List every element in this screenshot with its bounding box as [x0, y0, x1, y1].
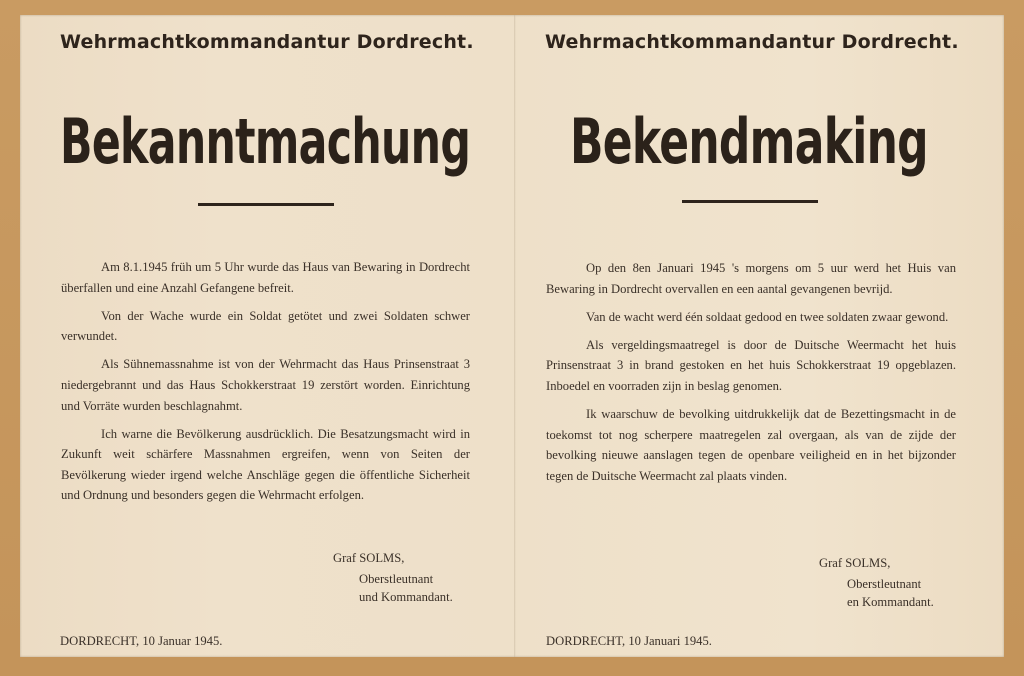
signature-rank-dutch: Oberstleutnant	[847, 577, 922, 591]
title-underline-dutch	[682, 200, 818, 203]
body-german	[61, 257, 470, 514]
paragraph-dutch-4: Ik waarschuw de bevolking uitdrukkelijk dat de Bezettingsmacht in de toekomst tot nog scherpere maatregelen zal overgaan, als van de zijde der bevolking nieuwe aanslagen tegen de openbare veiligheid en in het bijzonder tegen de Duitsche Weermacht zal plaats vinden.	[546, 407, 956, 483]
paragraph-dutch-1: Op den 8en Januari 1945 's morgens om 5 uur werd het Huis van Bewaring in Dordrecht overvallen en een aantal gevangenen bevrijd.	[546, 261, 956, 296]
body-dutch	[546, 258, 956, 494]
paragraph-dutch-2: Van de wacht werd één soldaat gedood en twee soldaten zwaar gewond.	[586, 309, 949, 324]
paragraph-german-2: Von der Wache wurde ein Soldat getötet und zwei Soldaten schwer verwundet.	[61, 308, 470, 344]
dateline-german: DORDRECHT, 10 Januar 1945.	[60, 634, 223, 648]
paragraph-german-1: Am 8.1.1945 früh um 5 Uhr wurde das Haus van Bewaring in Dordrecht überfallen und eine Anzahl Gefangene befreit.	[61, 260, 470, 295]
signature-name-german: Graf SOLMS,	[333, 551, 405, 565]
signature-rank-german: Oberstleutnant	[359, 572, 434, 586]
paragraph-german-4: Ich warne die Bevölkerung ausdrücklich. Die Besatzungsmacht wird in Zukunft weit schärfere Massnahmen ergreifen, wenn von Seiten der Bevölkerung wieder irgend welche Anschläge gegen die öffentliche Sicherheit und Ordnung und besonders gegen die Wehrmacht erfolgen.	[61, 426, 470, 503]
signature-role-german: und Kommandant.	[359, 590, 453, 604]
title-dutch: Bekendmaking	[570, 105, 928, 178]
header-german: Wehrmachtkommandantur Dordrecht.	[60, 31, 474, 53]
signature-name-dutch: Graf SOLMS,	[819, 556, 891, 570]
paragraph-german-3: Als Sühnemassnahme ist von der Wehrmacht das Haus Prinsenstraat 3 niedergebrannt und das Haus Schokkerstraat 19 zerstört worden. Einrichtung und Vorräte wurden beschlagnahmt.	[61, 357, 470, 413]
dateline-dutch: DORDRECHT, 10 Januari 1945.	[546, 634, 712, 648]
signature-role-dutch: en Kommandant.	[847, 595, 934, 609]
header-dutch: Wehrmachtkommandantur Dordrecht.	[545, 31, 959, 53]
title-underline-german	[198, 203, 334, 206]
title-german: Bekanntmachung	[60, 105, 471, 178]
paragraph-dutch-3: Als vergeldingsmaatregel is door de Duitsche Weermacht het huis Prinsenstraat 3 in brand gestoken en het huis Schokkerstraat 19 opgeblazen. Inboedel en voorraden zijn in beslag genomen.	[546, 337, 956, 393]
